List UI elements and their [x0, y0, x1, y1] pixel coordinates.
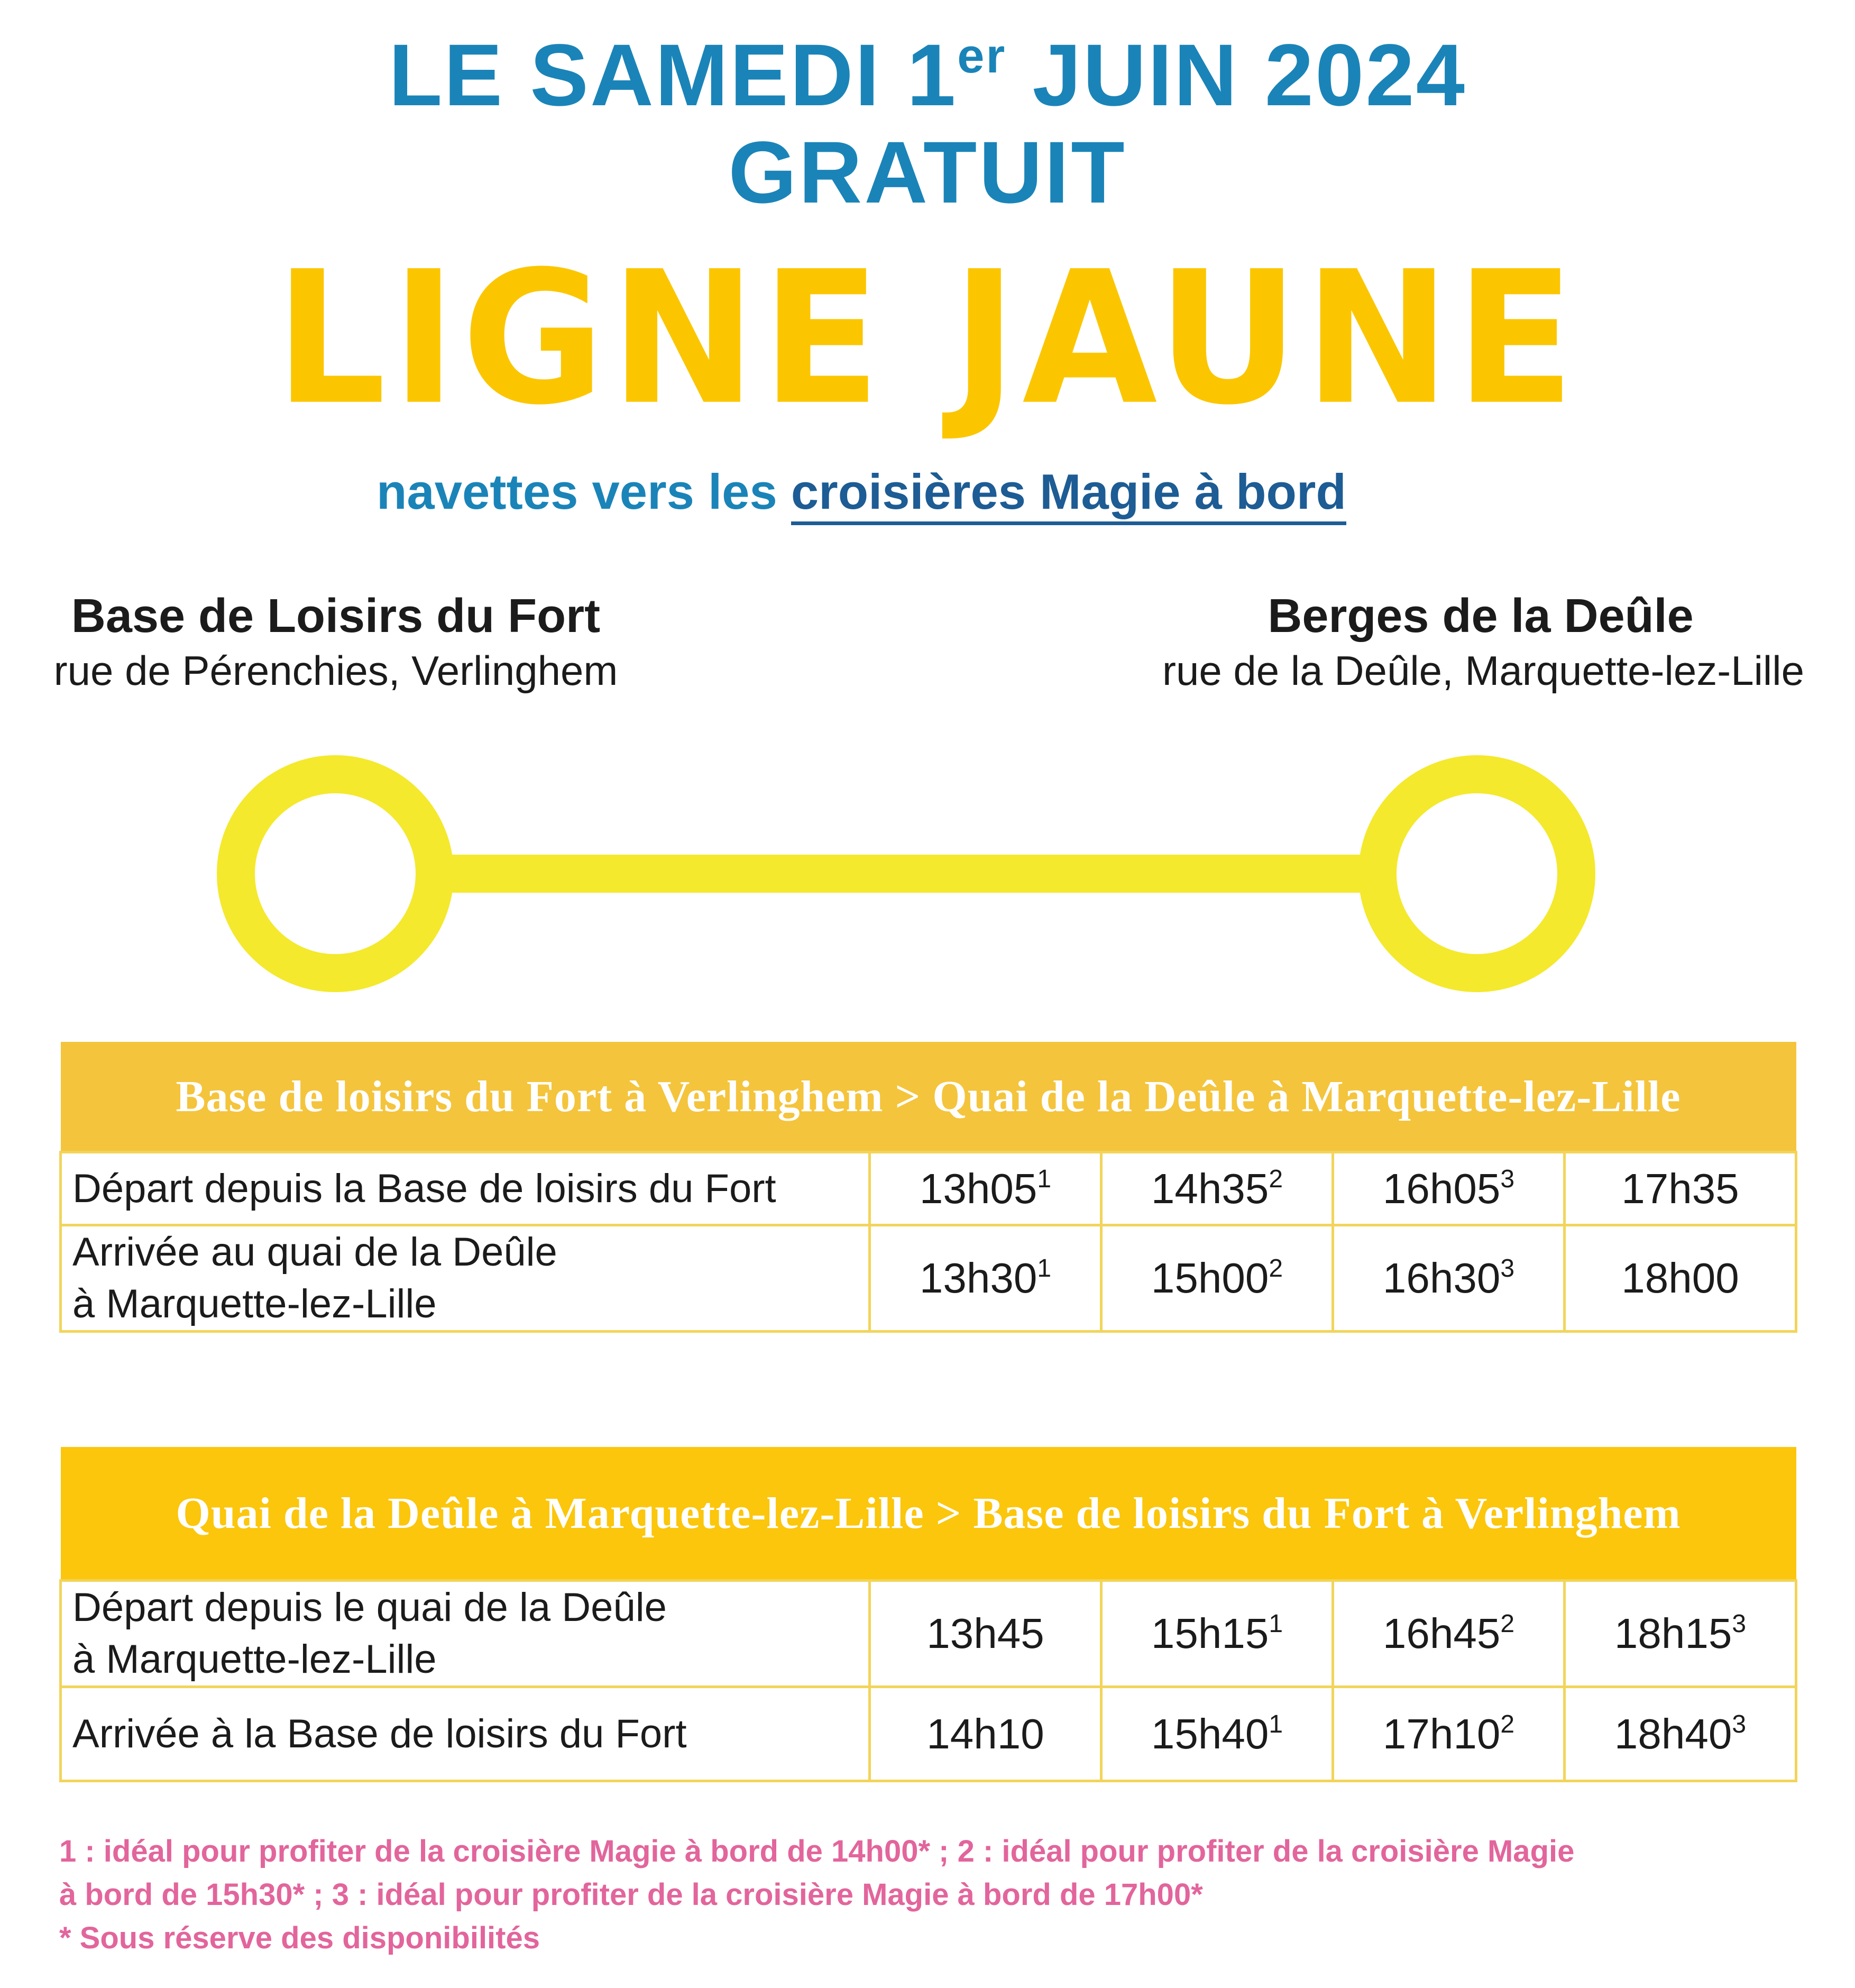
time-value: 16h45	[1382, 1610, 1501, 1657]
row-label-line: à Marquette-lez-Lille	[72, 1637, 437, 1682]
table-row	[61, 1152, 1796, 1225]
stop-right-circle	[1378, 774, 1576, 973]
time-cell	[1333, 1225, 1565, 1332]
row-label-line: à Marquette-lez-Lille	[72, 1281, 437, 1326]
time-cell	[1565, 1581, 1796, 1687]
timetable-outbound	[59, 1042, 1797, 1333]
time-cell	[1101, 1581, 1333, 1687]
time-value: 13h05	[919, 1165, 1037, 1212]
time-cell	[1101, 1225, 1333, 1332]
time-cell	[870, 1225, 1101, 1332]
stop-left-name: Base de Loisirs du Fort	[71, 590, 601, 643]
footnote-marker: 2	[1269, 1165, 1283, 1193]
footnote-marker: 2	[1269, 1254, 1283, 1282]
row-label	[61, 1152, 870, 1225]
free-label: GRATUIT	[728, 124, 1127, 222]
footnote-marker: 3	[1732, 1710, 1747, 1738]
row-label-line: Arrivée au quai de la Deûle	[72, 1230, 557, 1275]
footnote-line: 1 : idéal pour profiter de la croisière Magie à bord de 14h00* ; 2 : idéal pour profiter de la croisière Magie	[59, 1834, 1575, 1868]
row-label-line: Départ depuis le quai de la Deûle	[72, 1585, 667, 1630]
timetable-return	[59, 1447, 1797, 1782]
table-row	[61, 1581, 1796, 1687]
time-value: 18h40	[1614, 1710, 1732, 1757]
date-suffix: JUIN 2024	[1006, 26, 1466, 124]
row-label	[61, 1225, 870, 1332]
time-cell	[1333, 1687, 1565, 1781]
stop-right-name: Berges de la Deûle	[1268, 590, 1694, 643]
row-label	[61, 1687, 870, 1781]
row-label-line: Départ depuis la Base de loisirs du Fort	[72, 1166, 776, 1211]
time-cell	[1101, 1687, 1333, 1781]
stop-left-circle	[236, 774, 435, 973]
footnote-marker: 1	[1269, 1710, 1283, 1738]
time-cell	[1565, 1152, 1796, 1225]
time-value: 15h15	[1151, 1610, 1269, 1657]
time-value: 18h15	[1614, 1610, 1732, 1657]
stop-left-address: rue de Pérenchies, Verlinghem	[53, 647, 618, 694]
table-row	[61, 1687, 1796, 1781]
date-prefix: LE SAMEDI 1	[389, 26, 958, 124]
subtitle	[376, 460, 1346, 524]
time-value: 14h35	[1151, 1165, 1269, 1212]
time-value: 16h05	[1382, 1165, 1501, 1212]
time-value: 15h00	[1151, 1254, 1269, 1302]
footnote-marker: 1	[1037, 1165, 1052, 1193]
subtitle-text: navettes vers les	[376, 464, 791, 519]
time-value: 13h45	[926, 1610, 1044, 1657]
date-ordinal: er	[957, 29, 1007, 83]
footnote-marker: 3	[1500, 1165, 1515, 1193]
table-row	[61, 1225, 1796, 1332]
time-value: 16h30	[1382, 1254, 1501, 1302]
time-value: 18h00	[1621, 1254, 1739, 1302]
row-label-line: Arrivée à la Base de loisirs du Fort	[72, 1711, 687, 1756]
time-value: 17h35	[1621, 1165, 1739, 1212]
time-cell	[1565, 1687, 1796, 1781]
footnote-line: * Sous réserve des disponibilités	[59, 1921, 540, 1955]
line-name-title: LIGNE JAUNE	[274, 232, 1581, 445]
time-cell	[1101, 1152, 1333, 1225]
time-cell	[870, 1581, 1101, 1687]
route-line-diagram	[0, 740, 1855, 1005]
time-value: 15h40	[1151, 1710, 1269, 1757]
time-value: 17h10	[1382, 1710, 1501, 1757]
time-cell	[1333, 1152, 1565, 1225]
footnote-marker: 1	[1037, 1254, 1052, 1282]
row-label	[61, 1581, 870, 1687]
time-cell	[870, 1152, 1101, 1225]
time-cell	[1565, 1225, 1796, 1332]
footnote-marker: 3	[1732, 1610, 1747, 1638]
time-cell	[1333, 1581, 1565, 1687]
stop-right-address: rue de la Deûle, Marquette-lez-Lille	[1162, 647, 1804, 694]
time-value: 14h10	[926, 1710, 1044, 1757]
time-value: 13h30	[919, 1254, 1037, 1302]
timetable-return-heading: Quai de la Deûle à Marquette-lez-Lille > Base de loisirs du Fort à Verlinghem	[61, 1447, 1796, 1581]
time-cell	[870, 1687, 1101, 1781]
footnote-marker: 2	[1500, 1710, 1515, 1738]
event-date-title	[0, 25, 1855, 139]
cruise-link[interactable]: croisières Magie à bord	[791, 464, 1346, 525]
footnote-marker: 3	[1500, 1254, 1515, 1282]
timetable-outbound-heading: Base de loisirs du Fort à Verlinghem > Quai de la Deûle à Marquette-lez-Lille	[61, 1042, 1796, 1152]
footnote-line: à bord de 15h30* ; 3 : idéal pour profiter de la croisière Magie à bord de 17h00*	[59, 1877, 1203, 1912]
footnotes	[59, 1830, 1804, 1960]
footnote-marker: 2	[1500, 1610, 1515, 1638]
footnote-marker: 1	[1269, 1610, 1283, 1638]
